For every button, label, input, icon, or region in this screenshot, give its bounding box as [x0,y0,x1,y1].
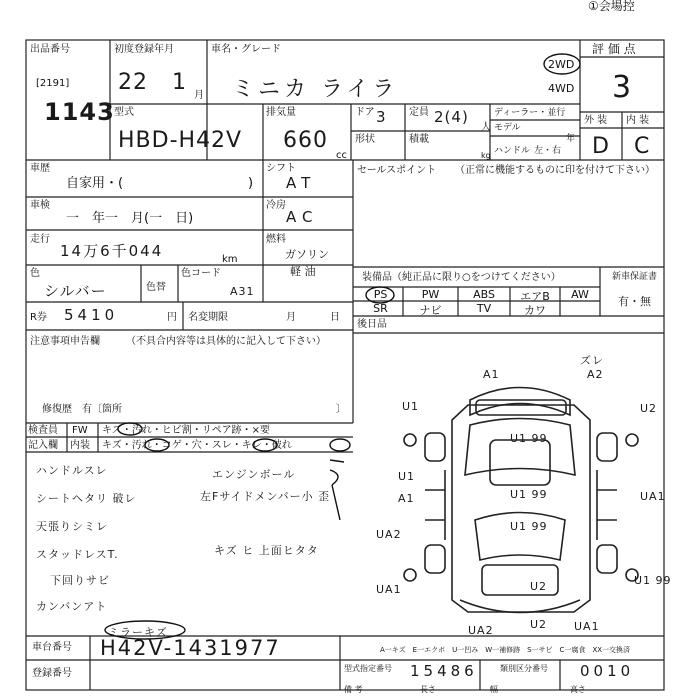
diagram-mark: UA2 [468,624,494,637]
lot-code: [2191] [36,78,70,89]
mileage-label: 走行 [30,234,50,245]
inspection-value: 一 年一 月(一 日) [66,211,194,226]
load-label: 積載 [409,134,429,145]
mileage-unit: km [222,254,238,265]
shift-value: AT [286,174,317,192]
equipment-sr: SR [373,302,388,315]
history-close: ) [248,176,254,191]
model-label: 型式 [114,107,134,118]
type-designation-label: 型式指定番号 [344,664,392,673]
diagram-mark: A1 [483,368,500,381]
shift-label: シフト [266,163,296,174]
chassis-label: 車台番号 [32,642,72,653]
load-unit: kg [481,151,491,160]
cooling-value: AC [286,208,319,226]
registration-label: 初度登録年月 [114,44,174,55]
diagram-mark: U1 99 [510,432,548,445]
warranty-value: 有・無 [618,295,651,308]
remark: 天張りシミレ [36,520,108,533]
bottom-length: 長さ [420,685,436,694]
color-code-label: 色コード [181,268,221,279]
equipment-aw: AW [571,288,589,301]
chassis-value: H42V-1431977 [100,636,281,660]
remark: ハンドルスレ [36,464,108,477]
diagram-mark: U1 [398,470,416,483]
model-year-unit: 年 [566,134,576,144]
remark: 左Fサイドメンバー小 歪 [200,490,331,503]
inspection-label: 車検 [30,200,50,211]
class-label: 類別区分番号 [500,664,548,673]
remark: スタッドレスT. [36,548,119,561]
remark: 下回りサビ [50,574,110,587]
remark: ミラーキズ [108,626,168,639]
diagram-mark: ズレ [580,354,604,367]
diagram-mark: U1 99 [634,574,672,587]
displacement-value: 660 [283,128,328,153]
exterior-label: 外 装 [584,115,608,126]
inspector-label: 検査員 [28,425,58,436]
repair-label: 修復歴 有〔箇所 [42,404,122,415]
registration-month: 1 [172,70,187,95]
diagram-mark: U2 [530,580,548,593]
equipment-abs: ABS [473,288,495,301]
sheet-copy-label: ①会場控 [588,0,635,13]
bottom-remarks: 備 考 [344,685,363,694]
handle-label: ハンドル [494,146,531,156]
inspector-fw: FW [72,425,88,436]
equipment-ps: PS [373,288,388,301]
recycle-unit: 円 [167,312,177,323]
drive-4wd: 4WD [548,82,575,95]
color-code: A31 [230,285,255,298]
remark: カンバンアト [36,600,108,613]
recycle-value: 5410 [64,306,119,324]
remark: キズ ヒ 上面ヒタタ [214,544,319,557]
warranty-label: 新車保証書 [612,272,658,282]
dealer-label: ディーラー・並行 [494,108,566,118]
sales-point-note: （正常に機能するものに印を付けて下さい） [455,165,655,176]
car-name-label: 車名・グレード [211,44,281,55]
registration-month-unit: 月 [194,90,204,101]
equipment-navi: ナビ [419,304,442,317]
equipment-leather: カワ [524,304,546,317]
fuel-diesel: 軽 油 [290,265,316,278]
exterior-value: D [592,134,610,159]
notes-label: 注意事項申告欄 [30,336,100,347]
drive-2wd: 2WD [548,58,575,71]
diagram-mark: U1 99 [510,488,548,501]
diagram-mark: A2 [587,368,604,381]
remark: シートヘタリ 破レ [36,492,137,505]
plate-label: 登録番号 [32,668,72,679]
car-name-value: ミニカ ライラ [232,77,399,102]
displacement-unit: cc [336,150,347,161]
history-label: 車歴 [30,163,50,174]
inspector-label-2: 記入欄 [28,440,58,451]
lot-number-label: 出品番号 [30,44,70,55]
damage-legend: A一キズ E一エクボ U一凹み W一補修跡 S一サビ C一腐食 XX一交換済 [380,646,631,654]
model-value: HBD-H42V [118,128,243,153]
equipment-airbag: エアB [520,290,550,303]
handle-options: 左・右 [534,146,562,156]
color-value: シルバー [44,282,107,300]
diagram-mark: U1 99 [510,520,548,533]
score-value: 3 [612,70,633,105]
sales-point-label: セールスポイント [357,165,437,176]
displacement-label: 排気量 [266,107,296,118]
capacity-unit: 人 [481,122,491,133]
name-change-month: 月 [286,312,296,323]
fuel-gasoline: ガソリン [285,248,329,261]
equipment-pw: PW [421,288,440,301]
capacity-label: 定員 [409,107,429,118]
after-parts-label: 後日品 [357,319,387,330]
history-value: 自家用・( [66,176,124,191]
equipment-label: 装備品（純正品に限り○をつけてください） [362,272,561,283]
diagram-mark: U1 [402,400,420,413]
color-label: 色 [30,268,40,279]
notes-note: （不具合内容等は具体的に記入して下さい） [126,336,326,347]
name-change-label: 名変期限 [188,312,228,323]
cooling-label: 冷房 [266,200,286,211]
interior-value: C [634,134,651,159]
recycle-label: R券 [30,312,47,323]
type-designation-value: 15486 [410,662,478,680]
mileage-value: 14万6千044 [60,242,164,260]
model-year-label: モデル [494,123,521,133]
inspector-row1: キズ・汚れ・ヒビ割・リペア跡・×要 [102,425,270,436]
bottom-width: 幅 [490,685,498,694]
diagram-mark: UA2 [376,528,402,541]
diagram-mark: UA1 [376,583,402,596]
equipment-tv: TV [476,302,492,315]
inspector-interior: 内装 [70,440,90,451]
diagram-mark: UA1 [574,620,600,633]
fuel-label: 燃料 [266,234,286,245]
bottom-height: 高さ [570,685,586,694]
remark: エンジンボール [212,468,296,481]
diagram-mark: U2 [530,618,548,631]
diagram-mark: UA1 [640,490,666,503]
diagram-mark: A1 [398,492,415,505]
score-label: 評 価 点 [592,42,636,56]
shape-label: 形状 [355,134,375,145]
doors-value: 3 [376,108,387,126]
name-change-day: 日 [330,312,340,323]
diagram-mark: U2 [640,402,658,415]
doors-label: ドア [355,107,375,118]
capacity-value: 2(4) [434,108,469,126]
inspector-row2: キズ・汚れ・コゲ・穴・スレ・キレ・破れ [102,440,292,451]
registration-year: 22 [118,70,148,95]
repair-close: 〕 [336,404,346,415]
lot-number: 1143 [44,98,115,126]
interior-label: 内 装 [626,115,650,126]
color-change-label: 色替 [146,282,166,293]
class-value: 0010 [580,662,635,680]
